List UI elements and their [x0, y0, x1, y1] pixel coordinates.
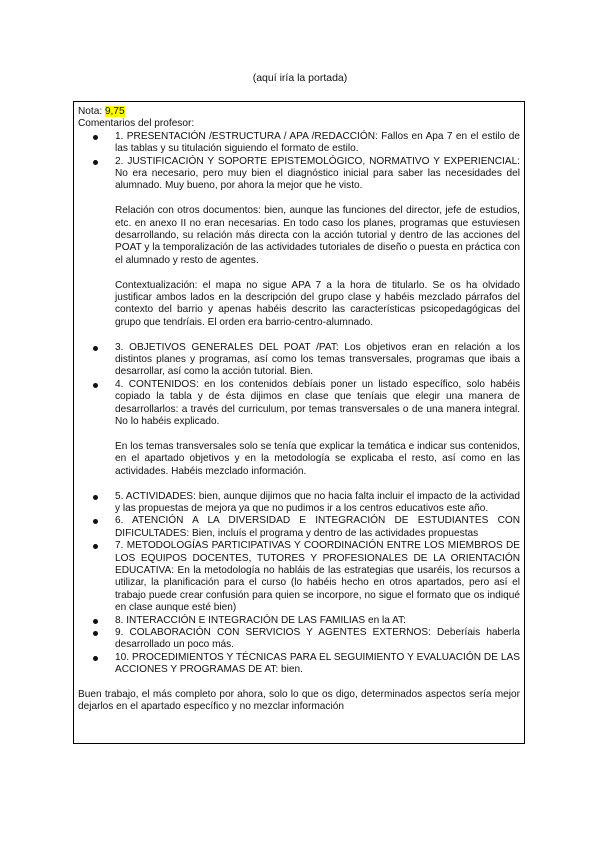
cover-placeholder: (aquí iría la portada)	[252, 72, 348, 84]
criteria-list-3	[78, 491, 520, 677]
criterion-seguimiento-evaluacion: 10. PROCEDIMIENTOS Y TÉCNICAS PARA EL SEGUIMIENTO Y EVALUACIÓN DE LAS ACCIONES Y PROGRAMAS DE AT: bien.	[78, 652, 520, 677]
teacher-feedback-box	[73, 101, 525, 744]
relacion-documentos-note: Relación con otros documentos: bien, aunque las funciones del director, jefe de estudios, etc. en anexo II no eran necesarias. En todo caso los planes, programas que estuviesen desarrollando, su relación más directa con la acción tutorial y dentro de las acciones del POAT y la temporalización de las actividades tutoriales de diseño o puesta en práctica con el alumnado y resto de agentes.	[115, 205, 520, 266]
temas-transversales-note: En los temas transversales solo se tenía que explicar la temática e indicar sus contenidos, en el apartado objetivos y en la metodología se explicaba el resto, así como en las actividades. Habéis mezclado información.	[115, 440, 520, 477]
criterion-familias: 8. INTERACCIÓN E INTEGRACIÓN DE LAS FAMILIAS en la AT:	[78, 615, 520, 627]
criteria-list	[78, 131, 520, 193]
grade-line	[78, 106, 520, 118]
criterion-contenidos: 4. CONTENIDOS: en los contenidos debíais poner un listado específico, solo habéis copiado la tabla y de ésta dijimos en clase que teníais que elegir una manera de desarrollarlos: a través del curriculum, por temas transversales o de una manera integral. No lo habéis explicado.	[78, 379, 520, 429]
criterion-justificacion: 2. JUSTIFICACIÓN Y SOPORTE EPISTEMOLÓGICO, NORMATIVO Y EXPERIENCIAL: No era necesario, pero muy bien el diagnóstico inicial para saber las necesidades del alumnado. Muy bueno, por ahora la mejor que he visto.	[78, 156, 520, 193]
criterion-metodologias: 7. METODOLOGÍAS PARTICIPATIVAS Y COORDINACIÓN ENTRE LOS MIEMBROS DE LOS EQUIPOS DOCENTES, TUTORES Y PROFESIONALES DE LA ORIENTACIÓN EDUCATIVA: En la metodología no habláis de las estrategias que usaréis, los recursos a utilizar, la planificación para el curso (lo habéis hecho en otros apartados, pero así el trabajo puede crear confusión para quien se incorpore, no sigue el formato que os indiqué en clase aunque esté bien)	[78, 540, 520, 614]
contextualizacion-note: Contextualización: el mapa no sigue APA 7 a la hora de titularlo. Se os ha olvidado justificar ambos lados en la descripción del grupo clase y habéis mezclado párrafos del contexto del barrio y apenas habéis descrito las características psicopedagógicas del grupo que tendríais. El orden era barrio-centro-alumnado.	[115, 279, 520, 328]
grade-label: Nota:	[78, 106, 105, 117]
criterion-presentacion: 1. PRESENTACIÓN /ESTRUCTURA / APA /REDACCIÓN: Fallos en Apa 7 en el estilo de las tablas y su titulación siguiendo el formato de estilo.	[78, 131, 520, 156]
criterion-actividades: 5. ACTIVIDADES: bien, aunque dijimos que no hacia falta incluir el impacto de la actividad y las propuestas de mejora ya que no pudimos ir a los centros educativos este año.	[78, 491, 520, 516]
criterion-objetivos: 3. OBJETIVOS GENERALES DEL POAT /PAT: Los objetivos eran en relación a los distintos planes y programas, así como los temas transversales, programas que ibais a desarrollar, así como la acción tutorial. Bien.	[78, 342, 520, 379]
grade-value: 9,75	[104, 106, 125, 117]
final-comment: Buen trabajo, el más completo por ahora, solo lo que os digo, determinados aspectos sería mejor dejarlos en el apartado específico y no mezclar información	[78, 689, 520, 713]
criterion-servicios-externos: 9. COLABORACIÓN CON SERVICIOS Y AGENTES EXTERNOS: Deberíais haberla desarrollado un poco más.	[78, 627, 520, 652]
criteria-list-2	[78, 342, 520, 429]
criterion-diversidad: 6. ATENCIÓN A LA DIVERSIDAD E INTEGRACIÓN DE ESTUDIANTES CON DIFICULTADES: Bien, incluís el programa y dentro de las actividades propuestas	[78, 515, 520, 540]
comments-heading: Comentarios del profesor:	[78, 118, 195, 130]
